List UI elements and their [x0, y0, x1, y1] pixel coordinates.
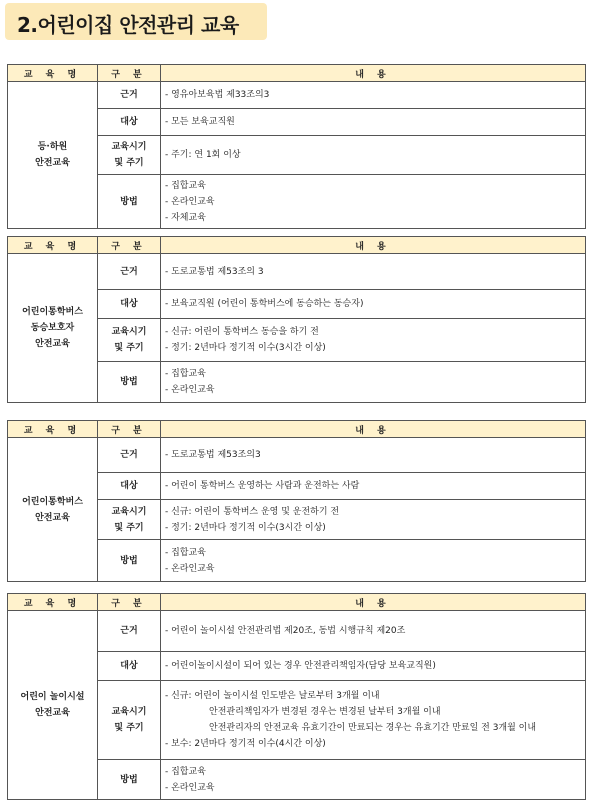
category-label: 및 주기	[114, 158, 144, 168]
category-cell	[98, 254, 161, 290]
content-line: - 도로교통법 제53조의 3	[165, 266, 264, 277]
category-cell	[98, 500, 161, 540]
course-name-line: 안전교육	[35, 708, 70, 718]
header-category: 구 분	[98, 237, 161, 254]
course-name-cell	[8, 438, 98, 582]
content-line: - 온라인교육	[165, 782, 215, 793]
content-line: - 정기: 2년마다 정기적 이수(3시간 이상)	[165, 522, 326, 533]
content-cell	[161, 319, 586, 362]
content-cell	[161, 652, 586, 681]
category-label: 근거	[120, 450, 138, 460]
header-category: 구 분	[98, 421, 161, 438]
category-label: 및 주기	[114, 343, 144, 353]
content-line: - 신규: 어린이 통학버스 운영 및 운전하기 전	[165, 506, 340, 517]
content-line: - 집합교육	[165, 766, 206, 777]
content-cell	[161, 473, 586, 500]
content-line: - 어린이 통학버스 운영하는 사람과 운전하는 사람	[165, 481, 360, 491]
header-content: 내 용	[161, 421, 586, 438]
header-category: 구 분	[98, 594, 161, 611]
category-cell	[98, 290, 161, 319]
category-cell	[98, 652, 161, 681]
category-label: 근거	[120, 90, 138, 100]
table-row	[8, 438, 586, 473]
category-label: 방법	[120, 774, 138, 785]
category-cell	[98, 473, 161, 500]
content-line: - 보육교직원 (어린이 통학버스에 동승하는 동승자)	[165, 299, 364, 309]
category-label: 근거	[120, 626, 138, 636]
content-line: - 신규: 어린이 통학버스 동승을 하기 전	[165, 327, 319, 337]
content-line: - 모든 보육교직원	[165, 117, 235, 127]
category-cell	[98, 109, 161, 136]
content-line: - 주기: 연 1회 이상	[165, 150, 241, 160]
section-table-2	[7, 236, 586, 403]
page-title-box	[5, 3, 267, 40]
content-cell	[161, 438, 586, 473]
category-label: 대상	[120, 117, 138, 127]
content-line: - 도로교통법 제53조의3	[165, 450, 261, 460]
section-table-1	[7, 64, 586, 229]
content-line: - 온라인교육	[165, 196, 215, 207]
section-table-3	[7, 420, 586, 582]
header-name: 교 육 명	[8, 594, 98, 611]
header-name: 교 육 명	[8, 65, 98, 82]
category-label: 방법	[120, 555, 138, 566]
content-line: - 어린이놀이시설이 되어 있는 경우 안전관리책임자(담당 보육교직원)	[165, 661, 436, 671]
course-name-line: 안전교육	[35, 339, 70, 349]
content-line: - 신규: 어린이 놀이시설 인도받은 날로부터 3개월 이내	[165, 691, 380, 701]
course-name-cell	[8, 611, 98, 800]
header-content: 내 용	[161, 65, 586, 82]
content-line: - 집합교육	[165, 369, 206, 379]
content-cell	[161, 500, 586, 540]
header-name: 교 육 명	[8, 421, 98, 438]
course-name-cell	[8, 254, 98, 403]
table-header-row	[8, 421, 586, 438]
category-cell	[98, 438, 161, 473]
table-row	[8, 82, 586, 109]
content-cell	[161, 136, 586, 175]
course-name-line: 안전교육	[35, 512, 70, 523]
content-cell	[161, 611, 586, 652]
content-cell	[161, 362, 586, 403]
category-label: 교육시기	[111, 327, 147, 337]
table-row	[8, 254, 586, 290]
header-content: 내 용	[161, 594, 586, 611]
page-title: 2.어린이집 안전관리 교육	[17, 13, 239, 37]
category-label: 대상	[120, 661, 138, 671]
category-cell	[98, 136, 161, 175]
content-cell	[161, 254, 586, 290]
content-cell	[161, 175, 586, 229]
content-line: - 집합교육	[165, 547, 206, 558]
content-line: - 어린이 놀이시설 안전관리법 제20조, 동법 시행규칙 제20조	[165, 626, 406, 636]
content-line: - 온라인교육	[165, 563, 215, 574]
content-cell	[161, 290, 586, 319]
section-table-4	[7, 593, 586, 800]
content-line: - 온라인교육	[165, 385, 215, 395]
category-cell	[98, 82, 161, 109]
content-line: 안전관리책임자가 변경된 경우는 변경된 날부터 3개월 이내	[209, 707, 441, 717]
category-cell	[98, 540, 161, 582]
category-cell	[98, 760, 161, 800]
category-cell	[98, 175, 161, 229]
course-name-line: 안전교육	[35, 158, 70, 168]
header-name: 교 육 명	[8, 237, 98, 254]
category-label: 방법	[120, 196, 138, 207]
category-cell	[98, 362, 161, 403]
category-label: 근거	[120, 266, 138, 277]
course-name-line: 어린이통학버스	[22, 307, 83, 317]
category-cell	[98, 611, 161, 652]
content-line: - 자체교육	[165, 212, 206, 223]
table-row	[8, 611, 586, 652]
content-line: - 집합교육	[165, 180, 206, 191]
table-header-row	[8, 65, 586, 82]
content-cell	[161, 82, 586, 109]
category-label: 대상	[120, 299, 138, 309]
content-cell	[161, 760, 586, 800]
content-line: - 보수: 2년마다 정기적 이수(4시간 이상)	[165, 739, 326, 749]
category-label: 및 주기	[114, 723, 144, 733]
content-line: - 영유아보육법 제33조의3	[165, 90, 270, 100]
category-label: 교육시기	[111, 506, 147, 517]
content-cell	[161, 540, 586, 582]
content-line: 안전관리자의 안전교육 유효기간이 만료되는 경우는 유효기간 만료일 전 3개월 이내	[209, 723, 537, 733]
category-label: 및 주기	[114, 522, 144, 533]
header-content: 내 용	[161, 237, 586, 254]
header-category: 구 분	[98, 65, 161, 82]
category-cell	[98, 319, 161, 362]
content-cell	[161, 109, 586, 136]
course-name-line: 어린이 놀이시설	[20, 692, 85, 702]
course-name-line: 어린이통학버스	[22, 496, 83, 507]
category-label: 대상	[120, 481, 138, 491]
category-cell	[98, 681, 161, 760]
content-line: - 정기: 2년마다 정기적 이수(3시간 이상)	[165, 343, 326, 353]
table-header-row	[8, 237, 586, 254]
table-header-row	[8, 594, 586, 611]
category-label: 교육시기	[111, 707, 147, 717]
content-cell	[161, 681, 586, 760]
category-label: 방법	[120, 377, 138, 387]
course-name-cell	[8, 82, 98, 229]
category-label: 교육시기	[111, 142, 147, 152]
course-name-line: 등·하원	[37, 142, 68, 152]
course-name-line: 동승보호자	[30, 323, 75, 333]
